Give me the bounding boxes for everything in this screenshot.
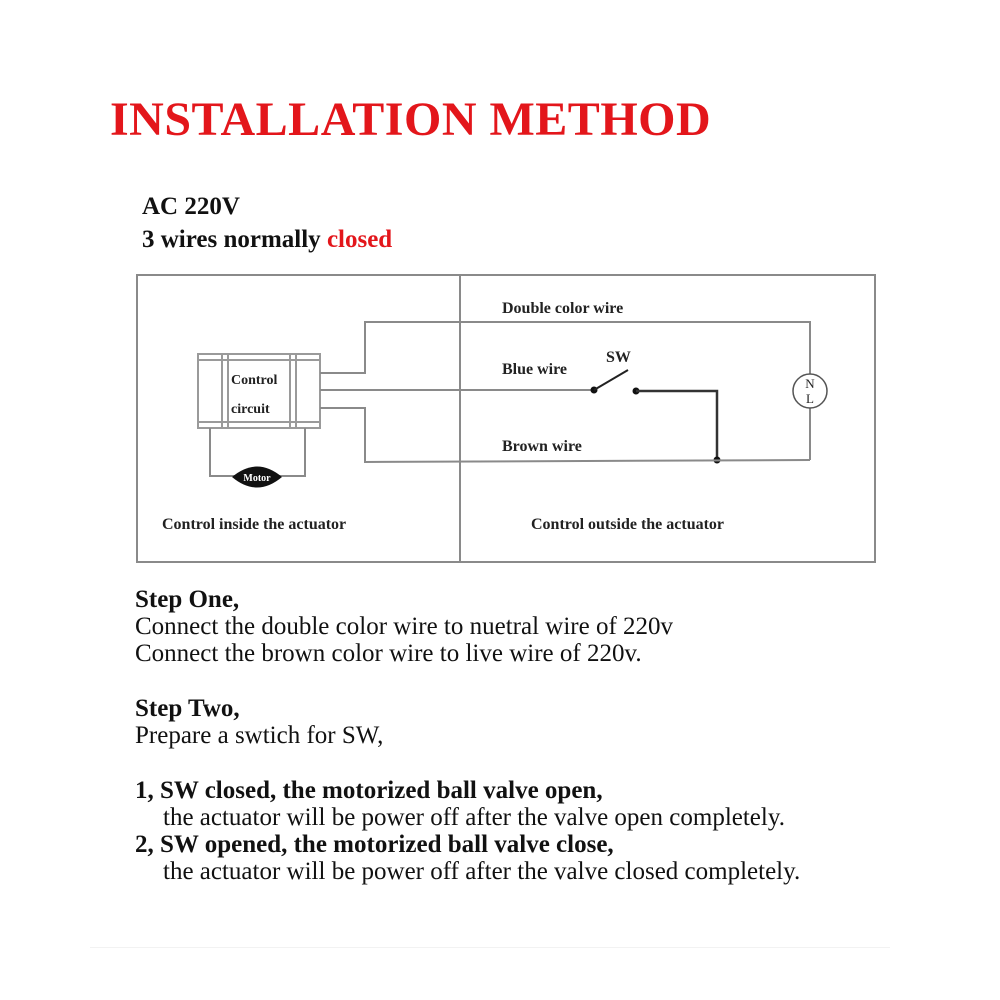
item-1-title: 1, SW closed, the motorized ball valve open, (135, 777, 603, 804)
wires-prefix: 3 wires normally (142, 226, 321, 253)
item-2-desc: the actuator will be power off after the valve closed completely. (163, 858, 801, 885)
bottom-divider (90, 947, 890, 948)
switch-lever (594, 370, 628, 390)
wires-state: closed (326, 226, 393, 253)
inside-caption: Control inside the actuator (162, 516, 347, 533)
outside-caption: Control outside the actuator (531, 516, 725, 533)
step-one-line-2: Connect the brown color wire to live wire of 220v. (135, 640, 642, 667)
double-color-wire-label: Double color wire (502, 300, 624, 317)
brown-wire-label: Brown wire (502, 438, 582, 455)
step-two-title: Step Two, (135, 695, 240, 722)
sw-label: SW (606, 349, 631, 366)
instructions (135, 586, 915, 885)
voltage-spec: AC 220V (142, 193, 240, 220)
item-1-desc: the actuator will be power off after the valve open completely. (163, 804, 785, 831)
item-2-title: 2, SW opened, the motorized ball valve close, (135, 831, 614, 858)
step-one-title: Step One, (135, 586, 240, 613)
page-title: INSTALLATION METHOD (110, 93, 712, 146)
switch-out-wire (636, 391, 717, 460)
n-label: N (805, 376, 815, 391)
step-one-line-1: Connect the double color wire to nuetral wire of 220v (135, 613, 674, 640)
step-two-line-1: Prepare a swtich for SW, (135, 722, 384, 749)
control-label-1: Control (231, 373, 278, 388)
control-label-2: circuit (231, 402, 270, 417)
l-label: L (806, 391, 814, 406)
blue-wire-label: Blue wire (502, 361, 568, 378)
motor-label: Motor (243, 473, 271, 484)
